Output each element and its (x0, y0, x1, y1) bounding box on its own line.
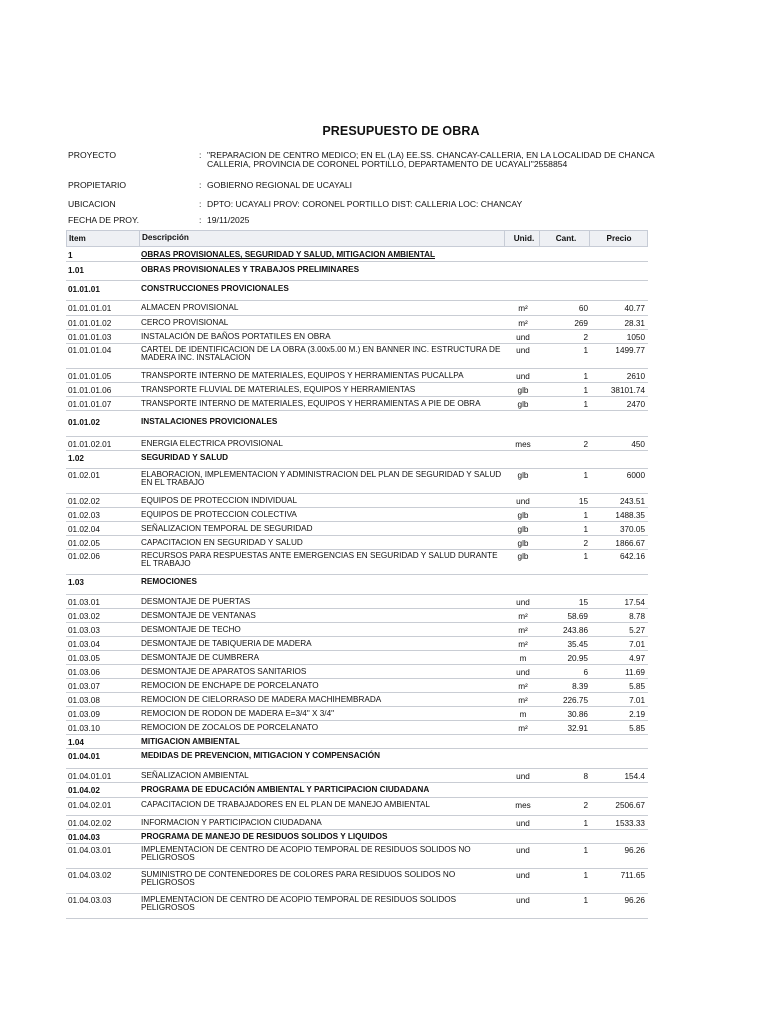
row-unit: glb (517, 525, 529, 534)
row-item-code: 01.03.04 (68, 640, 100, 649)
row-item-code: 01.01.02 (68, 418, 100, 427)
row-price: 154.4 (624, 772, 645, 781)
ubicacion-label: UBICACION (68, 199, 116, 209)
row-quantity: 35.45 (567, 640, 588, 649)
row-unit: m² (518, 696, 528, 705)
table-section-row (66, 262, 648, 281)
row-unit: glb (517, 400, 529, 409)
row-quantity: 15 (578, 598, 588, 607)
row-unit: und (516, 497, 530, 506)
row-unit: m² (518, 626, 528, 635)
row-quantity: 32.91 (567, 724, 588, 733)
table-section-row (66, 735, 648, 749)
row-description: REMOCION DE ENCHAPE DE PORCELANATO (141, 681, 319, 690)
table-row (66, 344, 648, 369)
fecha-value: 19/11/2025 (207, 215, 250, 225)
row-description: EQUIPOS DE PROTECCION INDIVIDUAL (141, 496, 298, 505)
row-item-code: 01.04.03 (68, 833, 100, 842)
row-description: ALMACEN PROVISIONAL (141, 303, 239, 312)
header-divider (504, 231, 505, 246)
table-section-row (66, 575, 648, 595)
table-row (66, 522, 648, 536)
row-item-code: 01.03.10 (68, 724, 100, 733)
row-description: CAPACITACION DE TRABAJADORES EN EL PLAN DE MANEJO AMBIENTAL (141, 800, 430, 809)
row-item-code: 01.03.05 (68, 654, 100, 663)
row-unit: glb (517, 511, 529, 520)
header-item: Item (69, 234, 86, 243)
row-item-code: 1.02 (68, 454, 84, 463)
table-row (66, 301, 648, 316)
row-item-code: 1.03 (68, 578, 84, 587)
row-unit: und (516, 346, 530, 355)
row-description: REMOCIONES (141, 577, 197, 586)
row-quantity: 15 (578, 497, 588, 506)
row-description: CERCO PROVISIONAL (141, 318, 229, 327)
row-price: 28.31 (624, 319, 645, 328)
row-unit: m² (518, 682, 528, 691)
row-quantity: 243.86 (562, 626, 588, 635)
row-unit: mes (515, 801, 531, 810)
row-unit: glb (517, 471, 529, 480)
table-row (66, 707, 648, 721)
row-quantity: 8.39 (572, 682, 588, 691)
document-title: PRESUPUESTO DE OBRA (322, 124, 480, 138)
table-section-row (66, 411, 648, 437)
row-description: RECURSOS PARA RESPUESTAS ANTE EMERGENCIAS EN SEGURIDAD Y SALUD DURANTE EL TRABAJO (141, 551, 498, 569)
row-unit: m² (518, 304, 528, 313)
row-quantity: 20.95 (567, 654, 588, 663)
budget-table (66, 230, 648, 919)
row-description: SUMINISTRO DE CONTENEDORES DE COLORES PARA RESIDUOS SOLIDOS NO PELIGROSOS (141, 870, 456, 888)
table-row (66, 651, 648, 665)
row-description: REMOCION DE CIELORRASO DE MADERA MACHIHEMBRADA (141, 695, 382, 704)
row-quantity: 1 (583, 372, 588, 381)
row-unit: und (516, 772, 530, 781)
row-price: 243.51 (619, 497, 645, 506)
table-row (66, 844, 648, 869)
proyecto-value (207, 151, 717, 169)
table-body (66, 247, 648, 919)
table-row (66, 469, 648, 494)
table-row (66, 437, 648, 451)
row-item-code: 01.04.02.01 (68, 801, 112, 810)
row-quantity: 226.75 (562, 696, 588, 705)
row-description: DESMONTAJE DE CUMBRERA (141, 653, 260, 662)
row-unit: m² (518, 724, 528, 733)
row-price: 2.19 (629, 710, 645, 719)
row-item-code: 01.04.03.02 (68, 871, 112, 880)
table-section-row (66, 783, 648, 798)
row-description: PROGRAMA DE MANEJO DE RESIDUOS SOLIDOS Y LIQUIDOS (141, 832, 388, 841)
row-description: IMPLEMENTACION DE CENTRO DE ACOPIO TEMPORAL DE RESIDUOS SOLIDOS PELIGROSOS (141, 895, 457, 913)
row-quantity: 2 (583, 333, 588, 342)
row-description: MEDIDAS DE PREVENCION, MITIGACION Y COMPENSACIÓN (141, 751, 380, 760)
row-description: DESMONTAJE DE TABIQUERIA DE MADERA (141, 639, 312, 648)
row-item-code: 01.03.09 (68, 710, 100, 719)
header-unit: Unid. (513, 234, 535, 243)
row-price: 38101.74 (610, 386, 645, 395)
row-unit: m (519, 654, 527, 663)
table-row (66, 721, 648, 735)
row-item-code: 01.02.05 (68, 539, 100, 548)
table-row (66, 383, 648, 397)
row-price: 96.26 (624, 896, 645, 905)
row-description: INSTALACIÓN DE BAÑOS PORTATILES EN OBRA (141, 332, 331, 341)
table-section-row (66, 749, 648, 769)
row-description: MITIGACION AMBIENTAL (141, 737, 240, 746)
row-price: 4.97 (629, 654, 645, 663)
row-price: 11.69 (625, 668, 645, 677)
row-description: DESMONTAJE DE TECHO (141, 625, 241, 634)
row-item-code: 01.03.03 (68, 626, 100, 635)
row-item-code: 1.04 (68, 738, 84, 747)
row-price: 642.16 (619, 552, 645, 561)
row-item-code: 01.03.02 (68, 612, 100, 621)
header-description: Descripción (142, 233, 189, 242)
row-description: DESMONTAJE DE PUERTAS (141, 597, 251, 606)
row-item-code: 01.01.01.07 (68, 400, 112, 409)
row-item-code: 01.01.01.03 (68, 333, 112, 342)
row-quantity: 2 (583, 440, 588, 449)
row-unit: glb (517, 552, 529, 561)
table-header (66, 230, 648, 247)
row-price: 17.54 (624, 598, 645, 607)
table-row (66, 397, 648, 411)
row-unit: und (516, 896, 530, 905)
row-description: DESMONTAJE DE VENTANAS (141, 611, 256, 620)
row-price: 711.65 (620, 871, 645, 880)
row-description: TRANSPORTE INTERNO DE MATERIALES, EQUIPOS Y HERRAMIENTAS PUCALLPA (141, 371, 464, 380)
row-price: 2470 (626, 400, 645, 409)
row-quantity: 58.69 (567, 612, 588, 621)
table-row (66, 369, 648, 383)
row-description: OBRAS PROVISIONALES Y TRABAJOS PRELIMINARES (141, 265, 360, 274)
row-unit: m² (518, 640, 528, 649)
row-description: IMPLEMENTACION DE CENTRO DE ACOPIO TEMPORAL DE RESIDUOS SOLIDOS NO PELIGROSOS (141, 845, 471, 863)
row-quantity: 2 (583, 801, 588, 810)
row-quantity: 1 (583, 400, 588, 409)
row-item-code: 01.03.01 (68, 598, 100, 607)
row-price: 1866.67 (615, 539, 645, 548)
row-unit: m² (518, 319, 528, 328)
row-unit: und (516, 871, 530, 880)
row-item-code: 01.01.01.01 (68, 304, 112, 313)
proyecto-line-2: CALLERIA, PROVINCIA DE CORONEL PORTILLO, DEPARTAMENTO DE UCAYALI"2558854 (207, 159, 568, 169)
row-quantity: 8 (583, 772, 588, 781)
row-item-code: 01.03.08 (68, 696, 100, 705)
row-price: 1533.33 (615, 819, 645, 828)
proyecto-label: PROYECTO (68, 150, 117, 160)
row-description: REMOCION DE ZOCALOS DE PORCELANATO (141, 723, 319, 732)
propietario-label: PROPIETARIO (68, 180, 127, 190)
row-description: PROGRAMA DE EDUCACIÓN AMBIENTAL Y PARTICIPACION CIUDADANA (141, 785, 430, 794)
row-description: SEÑALIZACION AMBIENTAL (141, 771, 249, 780)
row-price: 1050 (626, 333, 645, 342)
row-unit: und (516, 819, 530, 828)
row-description: ENERGIA ELECTRICA PROVISIONAL (141, 439, 283, 448)
row-price: 6000 (626, 471, 645, 480)
row-item-code: 01.01.01.05 (68, 372, 112, 381)
row-description: DESMONTAJE DE APARATOS SANITARIOS (141, 667, 307, 676)
propietario-value: GOBIERNO REGIONAL DE UCAYALI (207, 180, 353, 190)
row-quantity: 1 (583, 525, 588, 534)
colon: : (199, 215, 202, 225)
row-item-code: 01.01.01.04 (68, 346, 112, 355)
row-price: 7.01 (629, 640, 645, 649)
row-item-code: 01.04.01.01 (68, 772, 112, 781)
row-description: TRANSPORTE FLUVIAL DE MATERIALES, EQUIPOS Y HERRAMIENTAS (141, 385, 416, 394)
colon: : (199, 180, 202, 190)
row-price: 1499.77 (615, 346, 645, 355)
table-row (66, 816, 648, 830)
table-section-row (66, 247, 648, 262)
proyecto-line-1: "REPARACION DE CENTRO MEDICO; EN EL (LA) EE.SS. CHANCAY-CALLERIA, EN LA LOCALIDAD DE CHANCA (207, 150, 655, 160)
row-quantity: 269 (574, 319, 588, 328)
row-unit: und (516, 598, 530, 607)
row-description: CARTEL DE IDENTIFICACION DE LA OBRA (3.00x5.00 M.) EN BANNER INC. ESTRUCTURA DE MADERA INC. INSTALACION (141, 345, 501, 363)
row-price: 8.78 (629, 612, 645, 621)
table-row (66, 665, 648, 679)
row-quantity: 2 (583, 539, 588, 548)
row-item-code: 01.04.03.03 (68, 896, 112, 905)
table-row (66, 536, 648, 550)
row-price: 5.85 (629, 724, 645, 733)
row-item-code: 01.03.06 (68, 668, 100, 677)
row-quantity: 60 (578, 304, 588, 313)
header-quantity: Cant. (555, 234, 577, 243)
row-quantity: 1 (583, 896, 588, 905)
table-row (66, 595, 648, 609)
row-quantity: 30.86 (567, 710, 588, 719)
row-description: SEGURIDAD Y SALUD (141, 453, 229, 462)
row-price: 7.01 (629, 696, 645, 705)
row-description: REMOCION DE RODON DE MADERA E=3/4" X 3/4" (141, 709, 335, 718)
table-row (66, 637, 648, 651)
table-row (66, 869, 648, 894)
table-row (66, 609, 648, 623)
header-price: Precio (606, 234, 632, 243)
row-unit: und (516, 846, 530, 855)
header-divider (539, 231, 540, 246)
fecha-label: FECHA DE PROY. (68, 215, 139, 225)
table-row (66, 798, 648, 816)
table-row (66, 330, 648, 344)
row-price: 2506.67 (615, 801, 645, 810)
row-quantity: 1 (583, 386, 588, 395)
row-quantity: 1 (583, 819, 588, 828)
row-description: ELABORACION, IMPLEMENTACION Y ADMINISTRACION DEL PLAN DE SEGURIDAD Y SALUD EN EL TRABAJO (141, 470, 502, 488)
row-description: CAPACITACION EN SEGURIDAD Y SALUD (141, 538, 303, 547)
row-item-code: 01.02.04 (68, 525, 100, 534)
row-quantity: 1 (583, 471, 588, 480)
row-item-code: 01.04.03.01 (68, 846, 112, 855)
row-item-code: 01.01.01.06 (68, 386, 112, 395)
table-row (66, 623, 648, 637)
row-price: 96.26 (624, 846, 645, 855)
row-description: TRANSPORTE INTERNO DE MATERIALES, EQUIPOS Y HERRAMIENTAS A PIE DE OBRA (141, 399, 481, 408)
row-item-code: 01.02.01 (68, 471, 100, 480)
colon: : (199, 150, 202, 160)
row-unit: m² (518, 612, 528, 621)
row-item-code: 01.02.02 (68, 497, 100, 506)
row-item-code: 01.01.01 (68, 285, 100, 294)
row-description: EQUIPOS DE PROTECCION COLECTIVA (141, 510, 297, 519)
row-price: 40.77 (624, 304, 645, 313)
ubicacion-value: DPTO: UCAYALI PROV: CORONEL PORTILLO DIST: CALLERIA LOC: CHANCAY (207, 199, 523, 209)
row-item-code: 01.04.02.02 (68, 819, 112, 828)
header-divider (589, 231, 590, 246)
row-unit: glb (517, 386, 529, 395)
row-quantity: 1 (583, 346, 588, 355)
row-unit: und (516, 668, 530, 677)
table-row (66, 508, 648, 522)
row-unit: m (519, 710, 527, 719)
row-description: INFORMACION Y PARTICIPACION CIUDADANA (141, 818, 322, 827)
row-item-code: 01.04.01 (68, 752, 100, 761)
row-item-code: 01.01.01.02 (68, 319, 112, 328)
row-price: 2610 (626, 372, 645, 381)
table-row (66, 550, 648, 575)
colon: : (199, 199, 202, 209)
header-divider (139, 231, 140, 246)
row-quantity: 1 (583, 511, 588, 520)
row-description: INSTALACIONES PROVICIONALES (141, 417, 278, 426)
row-quantity: 6 (583, 668, 588, 677)
row-quantity: 1 (583, 552, 588, 561)
row-item-code: 01.03.07 (68, 682, 100, 691)
table-section-row (66, 830, 648, 844)
table-row (66, 494, 648, 508)
row-item-code: 1 (68, 251, 73, 260)
row-item-code: 01.02.03 (68, 511, 100, 520)
row-price: 5.27 (629, 626, 645, 635)
row-price: 5.85 (629, 682, 645, 691)
row-item-code: 01.01.02.01 (68, 440, 112, 449)
row-price: 370.05 (619, 525, 645, 534)
table-row (66, 894, 648, 919)
table-section-row (66, 451, 648, 469)
row-price: 450 (631, 440, 645, 449)
row-quantity: 1 (583, 871, 588, 880)
table-row (66, 693, 648, 707)
row-item-code: 1.01 (68, 266, 84, 275)
row-unit: glb (517, 539, 529, 548)
table-row (66, 769, 648, 783)
row-description: OBRAS PROVISIONALES, SEGURIDAD Y SALUD, MITIGACION AMBIENTAL (141, 250, 436, 259)
row-description: CONSTRUCCIONES PROVICIONALES (141, 284, 289, 293)
table-row (66, 679, 648, 693)
row-unit: und (516, 333, 530, 342)
row-price: 1488.35 (615, 511, 645, 520)
table-section-row (66, 281, 648, 301)
row-unit: mes (515, 440, 531, 449)
row-description: SEÑALIZACION TEMPORAL DE SEGURIDAD (141, 524, 313, 533)
row-item-code: 01.02.06 (68, 552, 100, 561)
row-unit: und (516, 372, 530, 381)
row-quantity: 1 (583, 846, 588, 855)
table-row (66, 316, 648, 330)
row-item-code: 01.04.02 (68, 786, 100, 795)
